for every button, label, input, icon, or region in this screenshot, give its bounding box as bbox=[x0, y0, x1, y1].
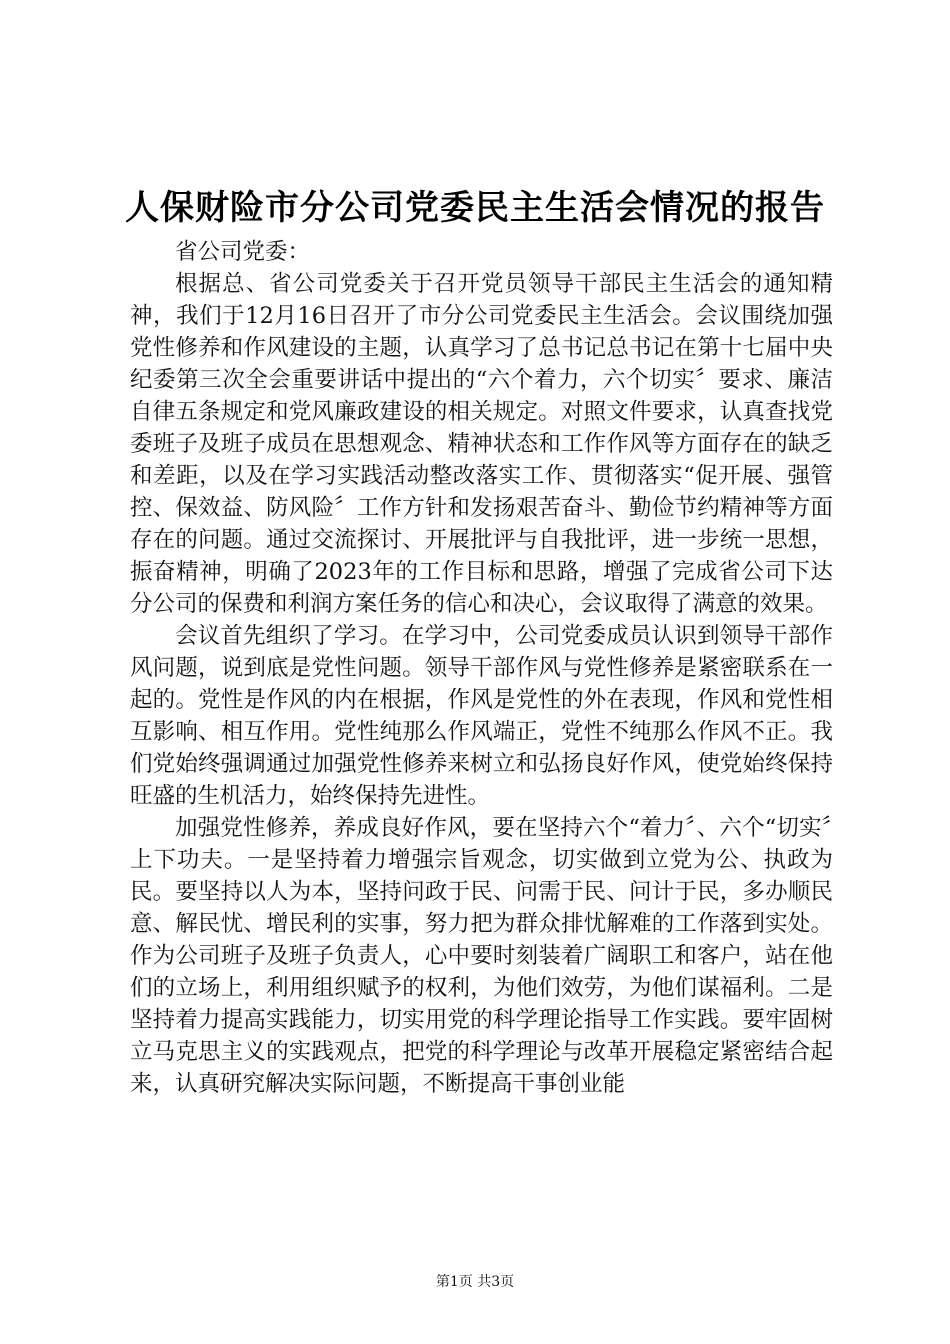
page-footer: 第1页 共3页 bbox=[435, 1274, 515, 1290]
paragraph-2: 会议首先组织了学习。在学习中，公司党委成员认识到领导干部作风问题，说到底是党性问题。领导干部作风与党性修养是紧密联系在一起的。党性是作风的内在根据，作风是党性的外在表现，作风和党性相互影响、相互作用。党性纯那么作风端正，党性不纯那么作风不正。我们党始终强调通过加强党性修养来树立和弘扬良好作风，使党始终保持旺盛的生机活力，始终保持先进性。 bbox=[130, 623, 833, 809]
paragraph-3: 加强党性修养，养成良好作风，要在坚持六个“着力〞、六个“切实〞上下功夫。一是坚持着力增强宗旨观念，切实做到立党为公、执政为民。要坚持以人为本，坚持问政于民、问需于民、问计于民，多办顺民意、解民忧、增民利的实事，努力把为群众排忧解难的工作落到实处。作为公司班子及班子负责人，心中要时刻装着广阔职工和客户，站在他们的立场上，利用组织赋予的权利，为他们效劳，为他们谋福利。二是坚持着力提高实践能力，切实用党的科学理论指导工作实践。要牢固树立马克思主义的实践观点，把党的科学理论与改革开展稳定紧密结合起来，认真研究解决实际问题，不断提高干事创业能 bbox=[130, 815, 833, 1097]
document-title: 人保财险市分公司党委民主生活会情况的报告 bbox=[125, 188, 825, 228]
salutation: 省公司党委： bbox=[175, 239, 311, 265]
document-body bbox=[130, 236, 833, 1100]
paragraph-1: 根据总、省公司党委关于召开党员领导干部民主生活会的通知精神，我们于12月16日召开了市分公司党委民主生活会。会议围绕加强党性修养和作风建设的主题，认真学习了总书记总书记在第十七届中央纪委第三次全会重要讲话中提出的“六个着力，六个切实〞要求、廉洁自律五条规定和党风廉政建设的相关规定。对照文件要求，认真查找党委班子及班子成员在思想观念、精神状态和工作作风等方面存在的缺乏和差距，以及在学习实践活动整改落实工作、贯彻落实“促开展、强管控、保效益、防风险〞工作方针和发扬艰苦奋斗、勤俭节约精神等方面存在的问题。通过交流探讨、开展批评与自我批评，进一步统一思想，振奋精神，明确了2023年的工作目标和思路，增强了完成省公司下达分公司的保费和利润方案任务的信心和决心，会议取得了满意的效果。 bbox=[130, 271, 833, 617]
